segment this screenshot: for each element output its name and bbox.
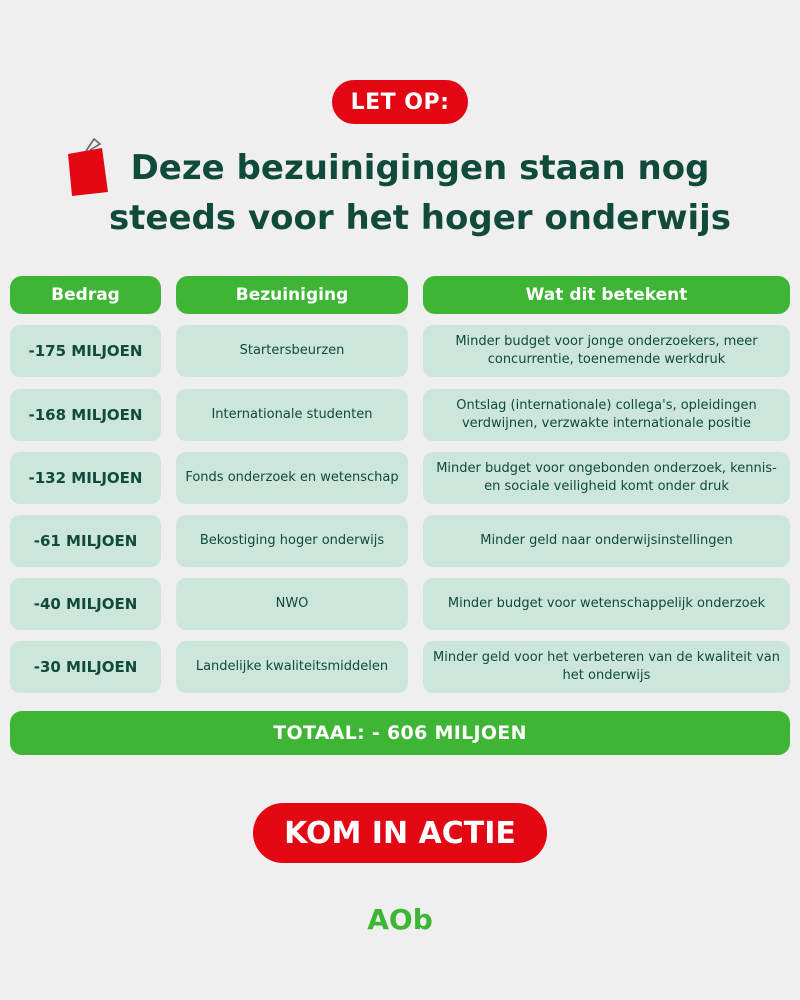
cut-cell: Startersbeurzen	[176, 325, 408, 377]
amount-cell: -132 MILJOEN	[10, 452, 161, 504]
cut-cell: Landelijke kwaliteitsmiddelen	[176, 641, 408, 693]
amount-cell: -61 MILJOEN	[10, 515, 161, 567]
meaning-cell: Minder geld naar onderwijsinstellingen	[423, 515, 790, 567]
aob-logo: AOb	[367, 903, 433, 936]
cut-cell: NWO	[176, 578, 408, 630]
cut-cell: Bekostiging hoger onderwijs	[176, 515, 408, 567]
amount-cell: -40 MILJOEN	[10, 578, 161, 630]
kom-in-actie-button[interactable]: KOM IN ACTIE	[253, 803, 547, 863]
meaning-cell: Minder budget voor jonge onderzoekers, meer concurrentie, toenemende werkdruk	[423, 325, 790, 377]
title-line-1: Deze bezuinigingen staan nog	[130, 148, 710, 188]
amount-cell: -30 MILJOEN	[10, 641, 161, 693]
meaning-cell: Ontslag (internationale) collega's, opleidingen verdwijnen, verzwakte internationale positie	[423, 389, 790, 441]
title-line-2: steeds voor het hoger onderwijs	[108, 198, 732, 238]
amount-cell: -175 MILJOEN	[10, 325, 161, 377]
meaning-cell: Minder geld voor het verbeteren van de kwaliteit van het onderwijs	[423, 641, 790, 693]
total-bar: TOTAAL: - 606 MILJOEN	[10, 711, 790, 755]
header-cut: Bezuiniging	[176, 276, 408, 314]
page-title	[90, 143, 750, 243]
amount-cell: -168 MILJOEN	[10, 389, 161, 441]
header-meaning: Wat dit betekent	[423, 276, 790, 314]
let-op-badge: LET OP:	[332, 80, 468, 124]
header-amount: Bedrag	[10, 276, 161, 314]
meaning-cell: Minder budget voor wetenschappelijk onderzoek	[423, 578, 790, 630]
meaning-cell: Minder budget voor ongebonden onderzoek, kennis- en sociale veiligheid komt onder druk	[423, 452, 790, 504]
cut-cell: Fonds onderzoek en wetenschap	[176, 452, 408, 504]
cut-cell: Internationale studenten	[176, 389, 408, 441]
